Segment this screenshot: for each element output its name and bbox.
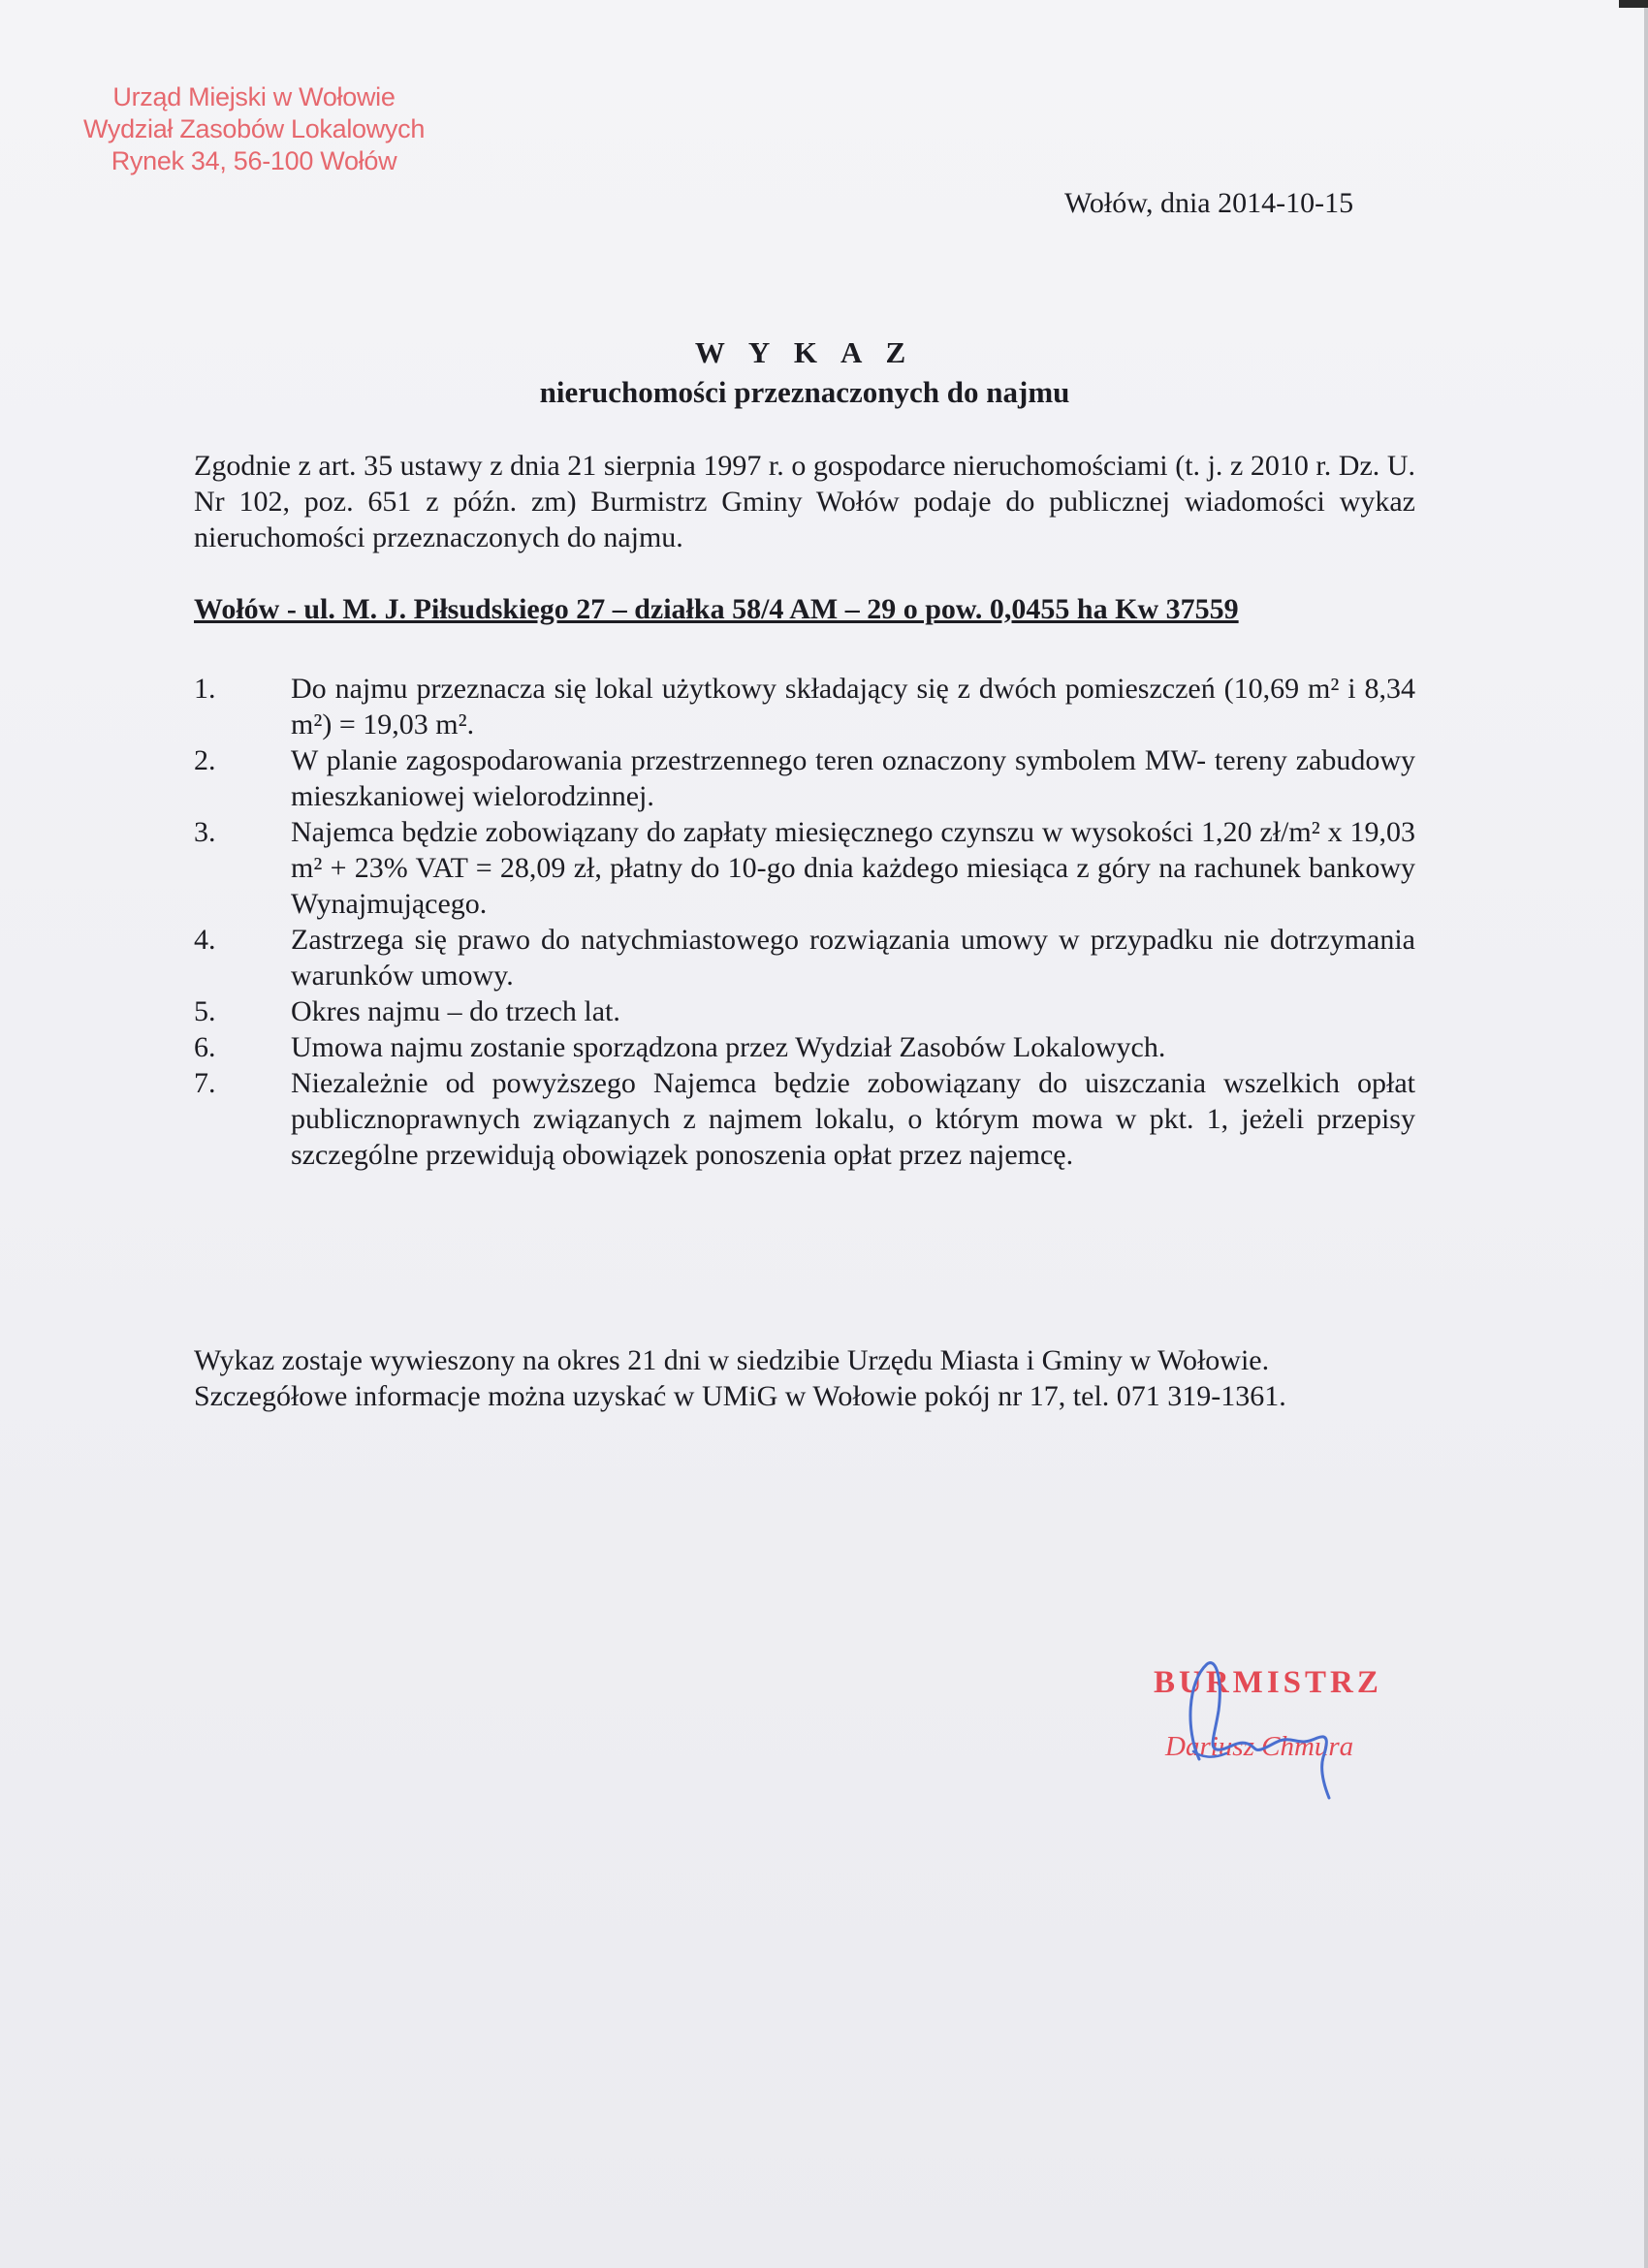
document-title: W Y K A Z	[694, 335, 915, 369]
list-item-number: 3.	[194, 816, 216, 848]
list-item	[194, 814, 1415, 922]
list-item-text: Okres najmu – do trzech lat.	[291, 995, 620, 1027]
list-item	[194, 993, 1415, 1029]
list-item	[194, 922, 1415, 993]
list-item-text: W planie zagospodarowania przestrzennego teren oznaczony symbolem MW- tereny zabudowy mieszkaniowej wielorodzinnej.	[291, 744, 1415, 812]
closing-line-2: Szczegółowe informacje można uzyskać w UMiG w Wołowie pokój nr 17, tel. 071 319-1361.	[194, 1380, 1286, 1412]
list-item	[194, 671, 1415, 742]
scan-edge	[1644, 0, 1648, 2268]
list-item-number: 7.	[194, 1067, 216, 1099]
list-item	[194, 1065, 1415, 1173]
list-item-text: Niezależnie od powyższego Najemca będzie zobowiązany do uiszczania wszelkich opłat publicznoprawnych związanych z najmem lokalu, o którym mowa w pkt. 1, jeżeli przepisy szczególne przewidują obowiązek ponoszenia opłat przez najemcę.	[291, 1067, 1415, 1171]
closing-line-1: Wykaz zostaje wywieszony na okres 21 dni w siedzibie Urzędu Miasta i Gminy w Wołowie.	[194, 1344, 1270, 1376]
list-item-text: Zastrzega się prawo do natychmiastowego rozwiązania umowy w przypadku nie dotrzymania warunków umowy.	[291, 924, 1415, 992]
signature-stamp-title: BURMISTRZ	[1154, 1665, 1382, 1700]
list-item-number: 2.	[194, 744, 216, 776]
handwritten-signature-icon	[1158, 1643, 1410, 1808]
office-stamp-line-1: Urząd Miejski w Wołowie	[112, 82, 396, 111]
intro-paragraph: Zgodnie z art. 35 ustawy z dnia 21 sierpnia 1997 r. o gospodarce nieruchomościami (t. j. z 2010 r. Dz. U. Nr 102, poz. 651 z późn. zm) Burmistrz Gminy Wołów podaje do publicznej wiadomości wykaz nieruchomości przeznaczonych do najmu.	[194, 450, 1415, 553]
property-heading: Wołów - ul. M. J. Piłsudskiego 27 – działka 58/4 AM – 29 o pow. 0,0455 ha Kw 37559	[194, 593, 1239, 625]
office-stamp-line-2: Wydział Zasobów Lokalowych	[82, 114, 426, 143]
list-item-text: Najemca będzie zobowiązany do zapłaty miesięcznego czynszu w wysokości 1,20 zł/m² x 19,03 m² + 23% VAT = 28,09 zł, płatny do 10-go dnia każdego miesiąca z góry na rachunek bankowy Wynajmującego.	[291, 816, 1415, 920]
scan-corner-mark	[1619, 0, 1648, 8]
conditions-list	[194, 671, 1415, 1173]
closing-notice	[194, 1342, 1415, 1414]
list-item-text: Umowa najmu zostanie sporządzona przez Wydział Zasobów Lokalowych.	[291, 1031, 1166, 1063]
signature-stamp-name: Dariusz Chmura	[1165, 1731, 1354, 1762]
list-item-text: Do najmu przeznacza się lokal użytkowy składający się z dwóch pomieszczeń (10,69 m² i 8,34 m²) = 19,03 m².	[291, 673, 1415, 740]
list-item-number: 4.	[194, 924, 216, 956]
title-block	[194, 334, 1415, 412]
document-subtitle: nieruchomości przeznaczonych do najmu	[539, 375, 1070, 409]
list-item	[194, 1029, 1415, 1065]
office-stamp	[50, 81, 458, 177]
list-item-number: 6.	[194, 1031, 216, 1063]
office-stamp-line-3: Rynek 34, 56-100 Wołów	[111, 146, 397, 175]
list-item	[194, 742, 1415, 814]
place-and-date: Wołów, dnia 2014-10-15	[1064, 187, 1354, 219]
list-item-number: 1.	[194, 673, 216, 705]
list-item-number: 5.	[194, 995, 216, 1027]
